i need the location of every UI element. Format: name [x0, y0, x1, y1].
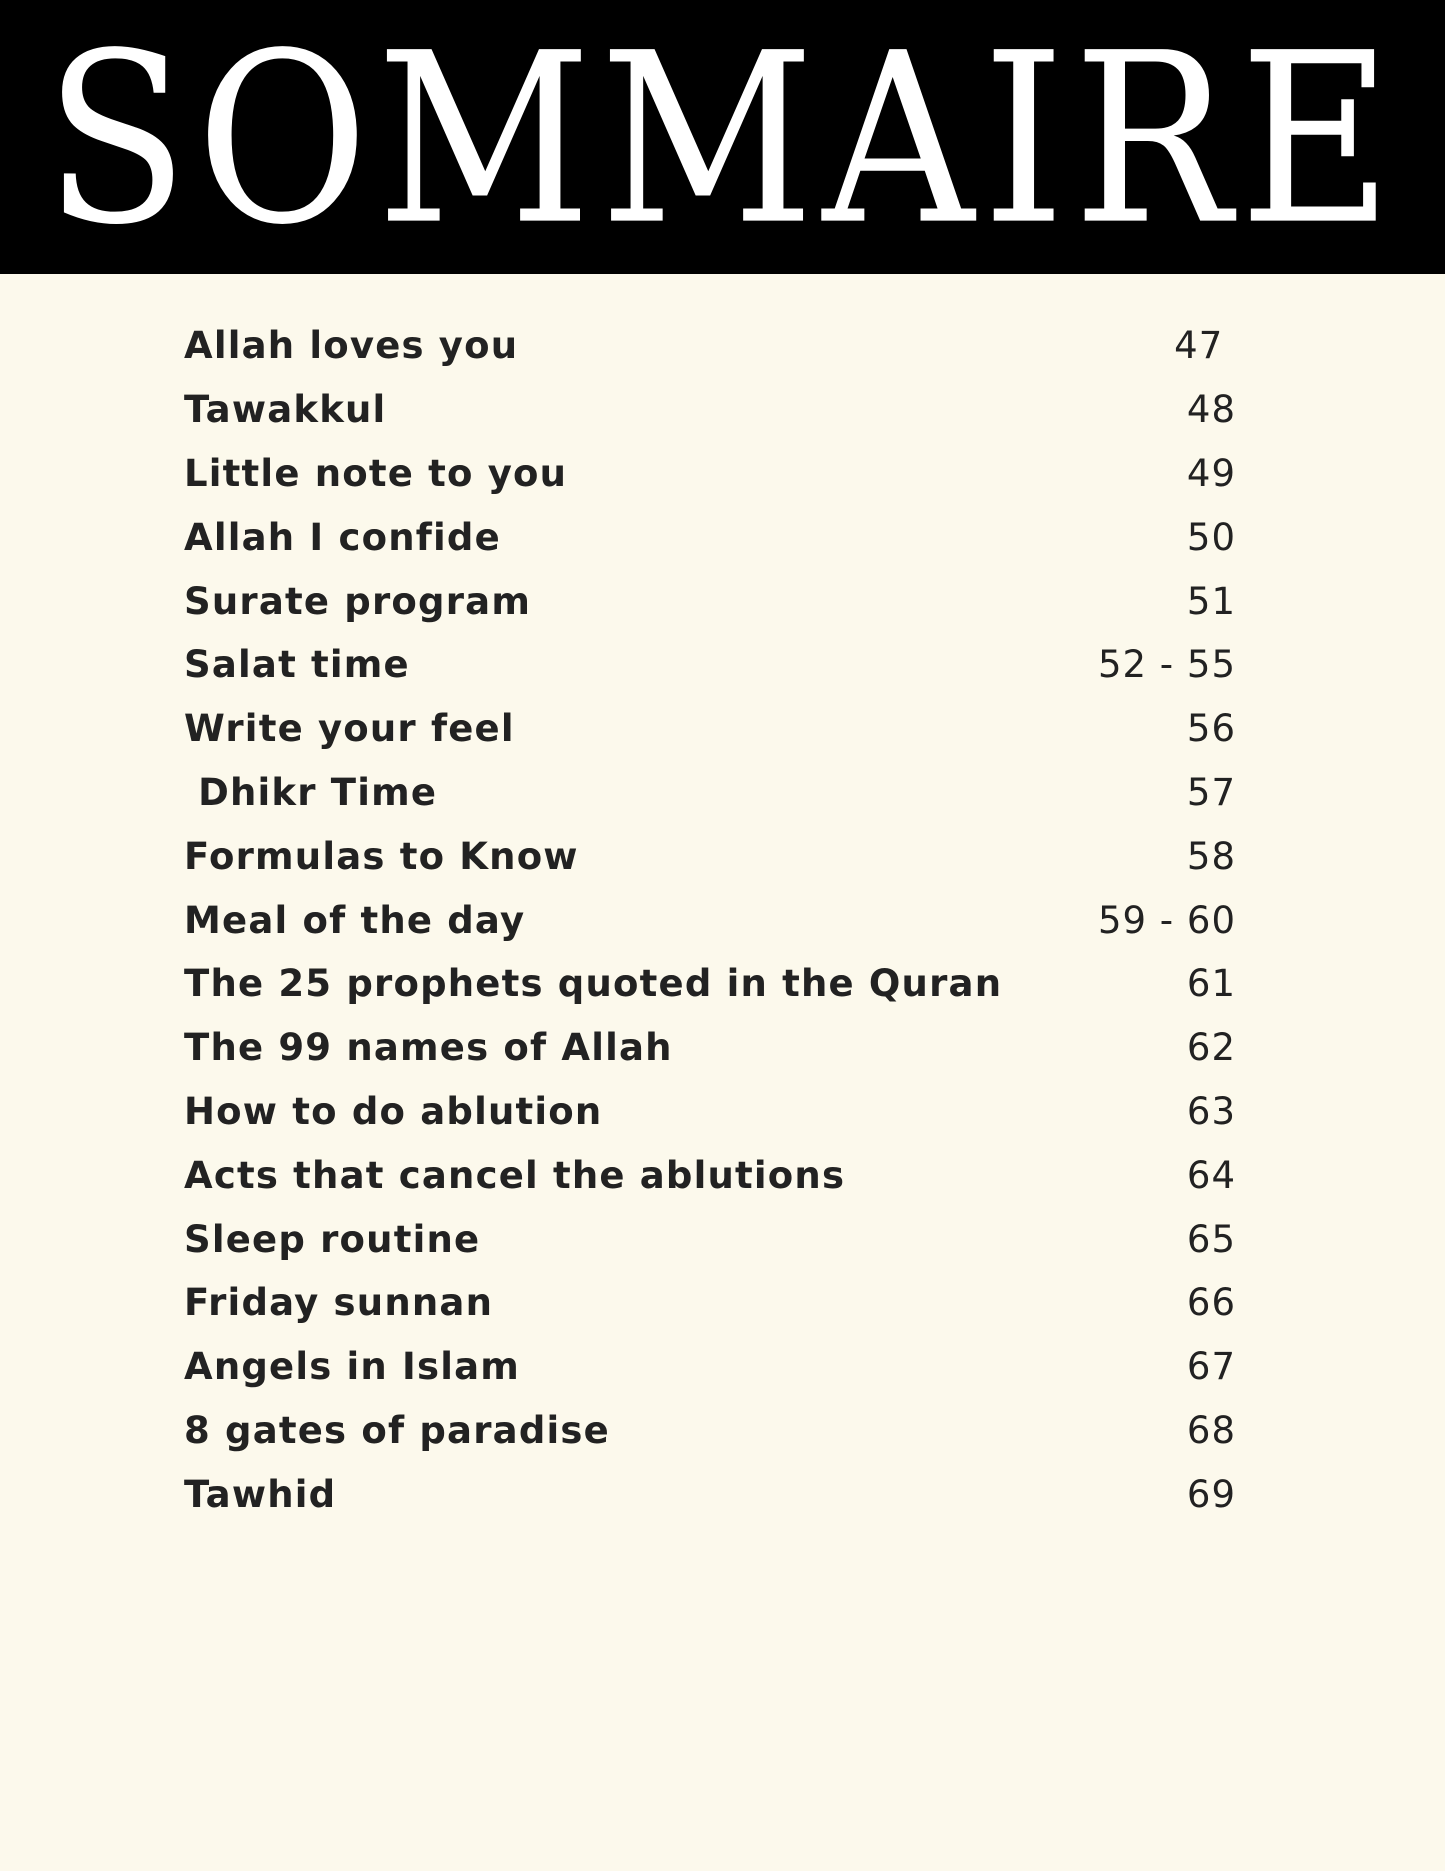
toc-entry [184, 824, 1236, 888]
toc-entry-label: Write your feel [184, 707, 515, 751]
toc-entry-label: The 99 names of Allah [184, 1026, 673, 1070]
toc-entry-page: 57 [1186, 770, 1236, 814]
toc-entry-page: 48 [1186, 388, 1236, 432]
toc-entry [184, 1143, 1236, 1207]
toc-entry [184, 888, 1236, 952]
toc-entry [184, 442, 1236, 506]
toc-entry-label: Formulas to Know [184, 834, 579, 878]
page-title: SOMMAIRE [44, 2, 1401, 277]
toc-entry-label: Surate program [184, 579, 532, 623]
toc-entry-page: 59 - 60 [1097, 898, 1236, 942]
toc-entry-label: Tawhid [184, 1472, 337, 1516]
toc-entry-label: Little note to you [184, 451, 568, 495]
toc-entry [184, 569, 1236, 633]
toc-entry [184, 1462, 1236, 1526]
toc-entry-page: 69 [1186, 1472, 1236, 1516]
toc-entry [184, 1016, 1236, 1080]
toc-entry [184, 1335, 1236, 1399]
toc-entry [184, 378, 1236, 442]
toc-entry-label: Allah loves you [184, 324, 519, 368]
toc-entry [184, 314, 1236, 378]
toc-entry-page: 64 [1186, 1153, 1236, 1197]
toc-entry [184, 1207, 1236, 1271]
toc-entry-page: 62 [1186, 1026, 1236, 1070]
toc-entry-page: 67 [1186, 1345, 1236, 1389]
toc-entry [184, 697, 1236, 761]
toc-entry-page: 52 - 55 [1097, 643, 1236, 687]
toc-entry-label: Allah I confide [184, 515, 501, 559]
toc-entry-label: Salat time [184, 643, 410, 687]
toc-entry-page: 61 [1186, 962, 1236, 1006]
toc-entry-label: 8 gates of paradise [184, 1408, 610, 1452]
toc-entry-label: Meal of the day [184, 898, 526, 942]
header-banner [0, 0, 1445, 277]
toc-entry-label: Dhikr Time [184, 770, 438, 814]
toc-entry-label: The 25 prophets quoted in the Quran [184, 962, 1003, 1006]
toc-entry-label: Acts that cancel the ablutions [184, 1153, 846, 1197]
table-of-contents [184, 314, 1236, 1526]
toc-entry-page: 51 [1186, 579, 1236, 623]
toc-entry-page: 65 [1186, 1217, 1236, 1261]
toc-entry-page: 58 [1186, 834, 1236, 878]
toc-entry-page: 66 [1186, 1281, 1236, 1325]
toc-entry-page: 68 [1186, 1408, 1236, 1452]
toc-entry-page: 49 [1186, 451, 1236, 495]
toc-entry-label: Sleep routine [184, 1217, 481, 1261]
toc-entry-label: How to do ablution [184, 1089, 603, 1133]
toc-entry [184, 1399, 1236, 1463]
toc-entry-page: 56 [1186, 707, 1236, 751]
toc-entry [184, 505, 1236, 569]
toc-entry-label: Tawakkul [184, 388, 387, 432]
toc-entry [184, 952, 1236, 1016]
toc-entry [184, 761, 1236, 825]
toc-entry [184, 633, 1236, 697]
toc-entry-page: 63 [1186, 1089, 1236, 1133]
toc-entry [184, 1080, 1236, 1144]
toc-entry [184, 1271, 1236, 1335]
toc-entry-label: Friday sunnan [184, 1281, 494, 1325]
toc-entry-page: 47 [1174, 324, 1236, 368]
toc-entry-page: 50 [1186, 515, 1236, 559]
toc-entry-label: Angels in Islam [184, 1345, 521, 1389]
